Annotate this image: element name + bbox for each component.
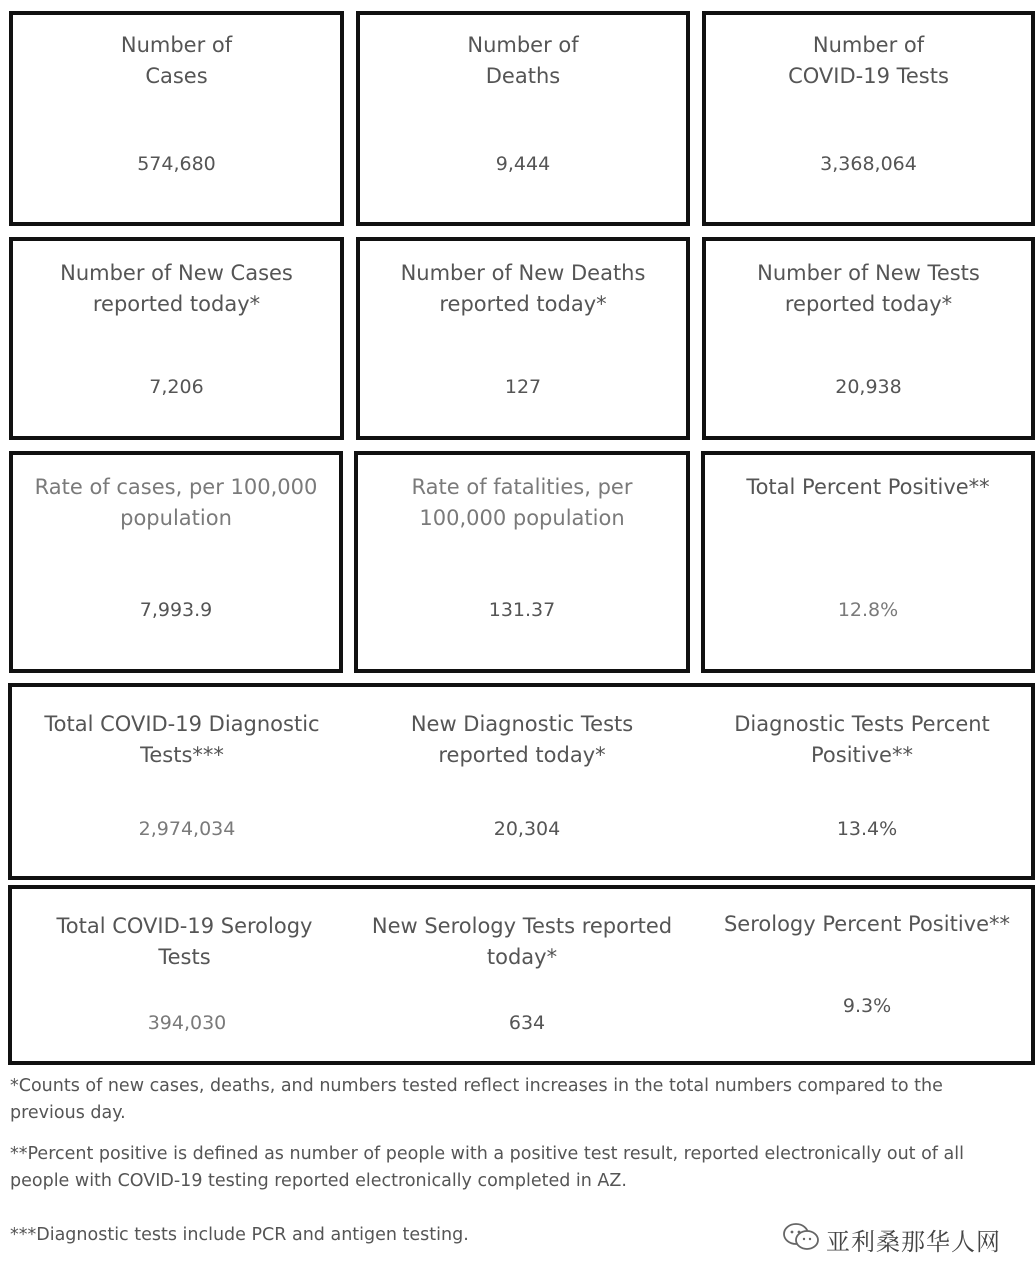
stat-box-cases [9, 11, 344, 226]
stat-value: 12.8% [837, 599, 899, 621]
diagnostic-new-value: 20,304 [493, 818, 561, 840]
serology-new-title: New Serology Tests reported today* [371, 914, 673, 969]
stat-title: Rate of cases, per 100,000 population [34, 475, 318, 530]
diagnostic-total-value: 2,974,034 [138, 818, 236, 840]
diagnostic-new-title: New Diagnostic Tests reported today* [410, 712, 634, 767]
stat-title: Number of Deaths [467, 33, 579, 88]
serology-new-value: 634 [508, 1012, 546, 1034]
wechat-icon [782, 1222, 820, 1256]
diagnostic-total-title: Total COVID-19 Diagnostic Tests*** [44, 712, 320, 767]
stat-value: 9,444 [495, 153, 551, 175]
stat-box-new-deaths [356, 237, 690, 440]
diagnostic-percent-value: 13.4% [836, 818, 898, 840]
footnote-diagnostic-tests: ***Diagnostic tests include PCR and antigen testing. [10, 1225, 469, 1245]
stat-value: 20,938 [835, 376, 902, 398]
footnote-new-counts: *Counts of new cases, deaths, and numbers tested reflect increases in the total numbers compared to the previous day. [10, 1076, 943, 1123]
watermark-text: 亚利桑那华人网 [826, 1227, 1001, 1256]
stat-box-new-tests [702, 237, 1035, 440]
stat-title: Number of New Cases reported today* [60, 261, 293, 316]
stat-value: 3,368,064 [820, 153, 917, 175]
stat-title: Number of New Deaths reported today* [400, 261, 646, 316]
stat-box-new-cases [9, 237, 344, 440]
serology-panel [8, 885, 1035, 1065]
stat-box-fatality-rate [354, 451, 690, 673]
stat-value: 574,680 [137, 153, 216, 175]
stat-title: Number of New Tests reported today* [757, 261, 980, 316]
serology-total-title: Total COVID-19 Serology Tests [56, 914, 313, 969]
stat-box-case-rate [9, 451, 343, 673]
diagnostic-panel [8, 683, 1035, 880]
stat-value: 127 [504, 376, 542, 398]
footnote-percent-positive: **Percent positive is defined as number of people with a positive test result, reported electronically out of all people with COVID-19 testing reported electronically completed in AZ. [10, 1144, 964, 1191]
stat-value: 131.37 [488, 599, 556, 621]
stat-title: Rate of fatalities, per 100,000 population [411, 475, 633, 530]
watermark [782, 1222, 1001, 1256]
stat-box-deaths [356, 11, 690, 226]
stat-title: Number of Cases [120, 33, 233, 88]
stat-title: Number of COVID-19 Tests [788, 33, 949, 88]
stat-box-percent-positive [701, 451, 1035, 673]
stat-value: 7,206 [149, 376, 204, 398]
diagnostic-percent-title: Diagnostic Tests Percent Positive** [734, 712, 990, 767]
serology-percent-value: 9.3% [842, 995, 892, 1017]
serology-total-value: 394,030 [147, 1012, 227, 1034]
stat-value: 7,993.9 [139, 599, 213, 621]
serology-percent-title: Serology Percent Positive** [723, 912, 1011, 936]
stat-title: Total Percent Positive** [746, 475, 990, 499]
stat-box-tests [702, 11, 1035, 226]
